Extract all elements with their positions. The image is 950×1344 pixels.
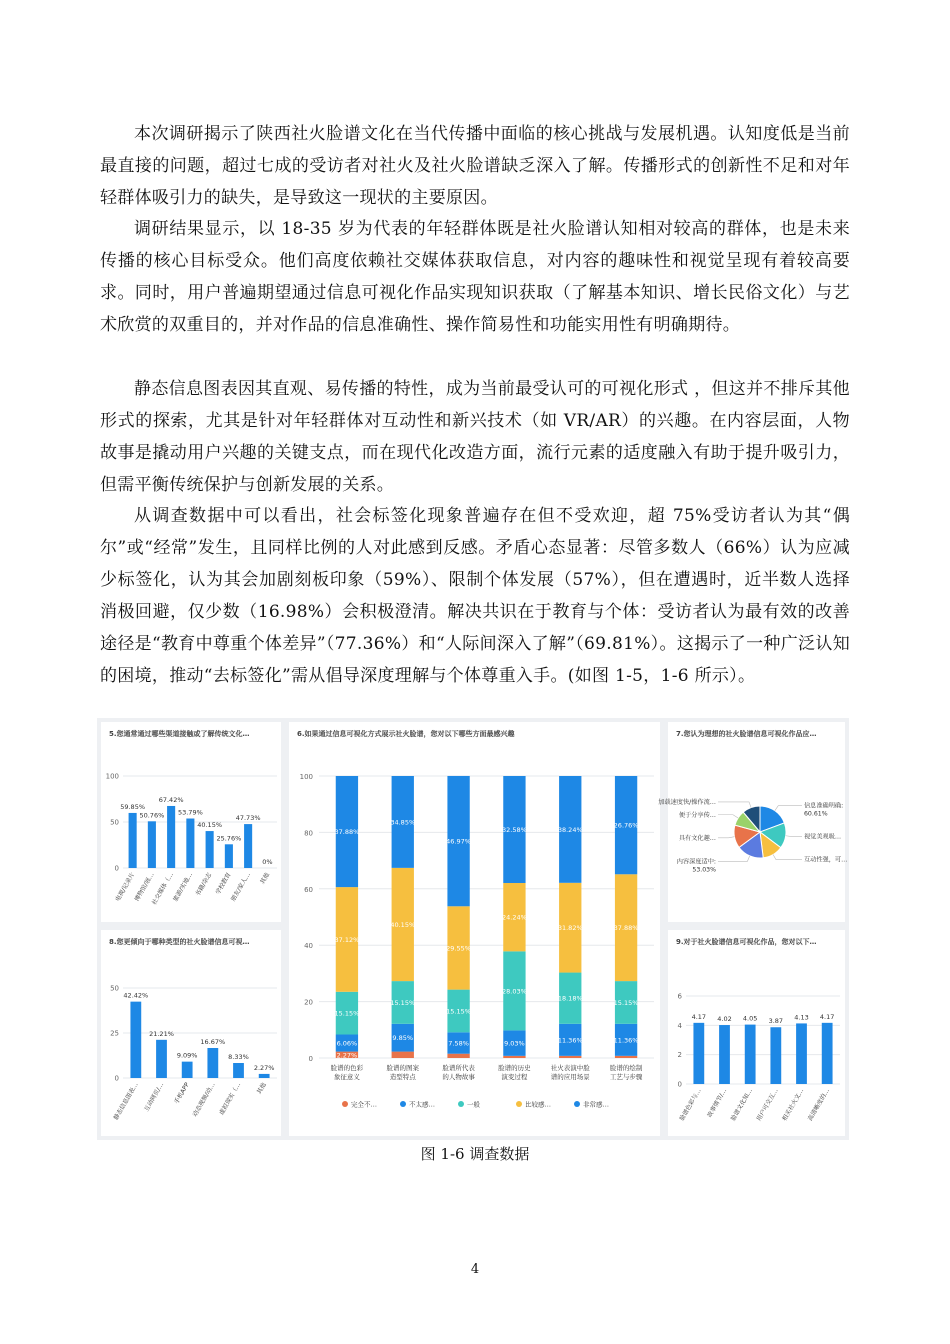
q9-data-label: 4.02 — [717, 1015, 732, 1024]
q6-data-label: 2.27% — [336, 1051, 358, 1060]
q6-data-label: 18.18% — [557, 994, 583, 1003]
q9-data-label: 3.87 — [768, 1017, 784, 1026]
q6-data-label: 37.12% — [334, 935, 360, 944]
chart-title-q5: 5.您通常通过哪些渠道接触或了解传统文化… — [109, 730, 250, 738]
q8-bar — [182, 1062, 193, 1078]
q6-ytick: 0 — [308, 1055, 313, 1063]
q6-xtick: 社火表演中脸 — [550, 1064, 590, 1072]
q8-xtick: 虚拟现实（… — [218, 1081, 243, 1117]
q5-bar — [148, 821, 156, 868]
q5-data-label: 67.42% — [158, 795, 184, 804]
q8-ytick: 50 — [110, 984, 119, 993]
q6-data-label: 34.85% — [390, 818, 416, 827]
q5-bar — [186, 819, 194, 868]
q6-ytick: 100 — [299, 773, 313, 781]
q5-xtick: 旅游/实地… — [172, 871, 195, 903]
q5-xtick: 社交媒体（… — [150, 871, 175, 907]
q9-data-label: 4.17 — [691, 1012, 707, 1021]
q6-data-label: 15.15% — [334, 1009, 360, 1018]
q6-xtick: 脸谱的历史 — [498, 1064, 531, 1072]
q6-legend-label: 比较感… — [525, 1100, 551, 1109]
q6-data-label: 38.24% — [557, 825, 583, 834]
chart-q5 — [101, 722, 281, 922]
chart-title-q7: 7.您认为理想的社火脸谱信息可视化作品应… — [676, 730, 817, 738]
chart-panel-q9 — [668, 930, 845, 1136]
q6-bar-segment — [559, 1056, 581, 1058]
q6-data-label: 15.15% — [390, 998, 416, 1007]
q6-xtick: 脸谱的色彩 — [330, 1064, 364, 1072]
q6-legend-label: 不太感… — [409, 1100, 435, 1109]
q8-xtick: 手机APP — [173, 1081, 191, 1106]
q5-data-label: 25.76% — [216, 834, 242, 843]
q9-data-label: 4.17 — [819, 1012, 835, 1021]
q9-ytick: 2 — [677, 1051, 682, 1060]
q9-bar — [693, 1023, 704, 1084]
q7-leader-line — [786, 836, 802, 837]
q6-data-label: 24.24% — [502, 913, 527, 922]
q6-legend-label: 完全不… — [351, 1100, 377, 1109]
q5-xtick: 博物馆/展… — [133, 871, 156, 903]
q6-bar-segment — [615, 1056, 637, 1058]
q7-leader-line — [718, 815, 738, 818]
q5-ytick: 50 — [110, 818, 119, 827]
q7-slice-label: 互动性强，可… — [804, 856, 848, 864]
q7-slice-value: 60.61% — [804, 810, 828, 818]
q6-xtick: 脸谱的图案 — [386, 1064, 419, 1072]
q9-xtick: 高清晰度的… — [806, 1087, 831, 1123]
q6-ytick: 40 — [304, 942, 313, 951]
q6-data-label: 40.15% — [390, 920, 416, 929]
q6-legend-marker — [400, 1101, 406, 1107]
q8-xtick: 互动网页/… — [143, 1081, 166, 1113]
q6-xtick-line2: 的人物故事 — [442, 1073, 475, 1081]
q9-xtick: 相关社火文… — [781, 1087, 806, 1123]
q6-data-label: 11.36% — [557, 1036, 583, 1045]
q8-data-label: 21.21% — [149, 1029, 174, 1038]
q6-legend-label: 一般 — [467, 1100, 480, 1109]
q8-bar — [130, 1002, 141, 1078]
q8-bar — [233, 1063, 244, 1078]
q5-bar — [244, 824, 252, 868]
q6-xtick-line2: 谱的应用场景 — [550, 1073, 590, 1081]
q6-data-label: 15.15% — [446, 1007, 471, 1016]
q7-slice-label: 便于分享传… — [678, 811, 716, 819]
q6-bar-segment — [447, 1054, 469, 1058]
q9-ytick: 6 — [677, 992, 682, 1001]
q6-data-label: 28.03% — [502, 987, 527, 996]
q5-data-label: 0% — [262, 858, 273, 866]
paragraph-2: 调研结果显示，以 18-35 岁为代表的年轻群体既是社火脸谱认知相对较高的群体，也是未来传播的核心目标受众。他们高度依赖社交媒体获取信息，对内容的趣味性和视觉呈现有着较高要求。同时，用户普遍期望通过信息可视化作品实现知识获取（了解基本知识、增长民俗文化）与艺术欣赏的双重目的，并对作品的信息准确性、操作简易性和功能实用性有明确期待。 — [100, 219, 850, 335]
q8-data-label: 2.27% — [253, 1063, 275, 1072]
q8-data-label: 16.67% — [200, 1037, 226, 1046]
q6-data-label: 15.15% — [613, 998, 639, 1007]
q6-xtick: 脸谱所代表 — [442, 1064, 475, 1072]
q8-data-label: 8.33% — [228, 1053, 249, 1062]
q5-xtick: 朋友/家人… — [229, 871, 252, 903]
q8-bar — [207, 1048, 218, 1078]
q5-xtick: 书籍/杂志 — [194, 871, 214, 898]
q5-xtick: 学校教育 — [214, 871, 233, 896]
q7-slice-label: 加载速度快/操作流… — [658, 798, 716, 806]
q7-slice-label: 信息准确明确: — [804, 802, 844, 810]
q6-data-label: 11.36% — [613, 1036, 639, 1045]
q5-data-label: 50.76% — [139, 811, 165, 820]
chart-q6 — [289, 722, 660, 1136]
q7-leader-line — [775, 806, 802, 811]
paragraph-4: 从调查数据中可以看出，社会标签化现象普遍存在但不受欢迎，超 75%受访者认为其“偶尔”或“经常”发生，且同样比例的人对此感到反感。矛盾心态显著：尽管多数人（66%）认为应减少标签化，认为其会加剧刻板印象（59%）、限制个体发展（57%），但在遭遇时，近半数人选择消极回避，仅少数（16.98%）会积极澄清。解决共识在于教育与个体：受访者认为最有效的改善途径是“教育中尊重个体差异”（77.36%）和“人际间深入了解”（69.81%）。这揭示了一种广泛认知的困境，推动“去标签化”需从倡导深度理解与个体尊重入手。(如图 1-5，1-6 所示）。 — [100, 506, 850, 686]
paragraph-1: 本次调研揭示了陕西社火脸谱文化在当代传播中面临的核心挑战与发展机遇。认知度低是当前最直接的问题，超过七成的受访者对社火及社火脸谱缺乏深入了解。传播形式的创新性不足和对年轻群体吸引力的缺失，是导致这一现状的主要原因。 — [100, 124, 850, 208]
q9-ytick: 4 — [677, 1021, 682, 1030]
q6-data-label: 7.58% — [448, 1039, 469, 1048]
q6-data-label: 29.55% — [446, 944, 471, 953]
q5-data-label: 53.79% — [177, 808, 203, 817]
q9-data-label: 4.13 — [794, 1013, 809, 1022]
paragraph-3: 静态信息图表因其直观、易传播的特性，成为当前最受认可的可视化形式 ，但这并不排斥其他形式的探索，尤其是针对年轻群体对互动性和新兴技术（如 VR/AR）的兴趣。在内容层面，人物故事是撬动用户兴趣的关键支点，而在现代化改造方面，流行元素的适度融入有助于提升吸引力，但需平衡传统保护与创新发展的关系。 — [100, 379, 850, 495]
q8-xtick: 动态视频/动… — [191, 1081, 217, 1118]
q9-bar — [822, 1023, 833, 1084]
q9-bar — [745, 1025, 756, 1084]
q9-xtick: 用户可交互… — [755, 1087, 780, 1123]
q7-slice-label: 具有文化趣… — [678, 834, 716, 842]
q9-xtick: 故事情节/… — [706, 1087, 729, 1119]
q9-bar — [796, 1023, 807, 1084]
q8-bar — [156, 1040, 167, 1078]
q9-xtick: 脸谱色彩与… — [678, 1087, 703, 1123]
q6-legend-marker — [574, 1101, 580, 1107]
q9-ytick: 0 — [677, 1080, 682, 1089]
q6-legend-label: 非常感… — [583, 1100, 609, 1109]
q6-legend-marker — [342, 1101, 348, 1107]
chart-q7 — [658, 722, 848, 922]
q6-xtick-line2: 象征意义 — [333, 1073, 360, 1081]
chart-title-q8: 8.您更倾向于哪种类型的社火脸谱信息可视… — [109, 938, 250, 946]
q7-leader-line — [718, 837, 734, 838]
q6-data-label: 31.82% — [557, 924, 583, 933]
q5-ytick: 100 — [105, 772, 119, 781]
q6-legend-marker — [458, 1101, 464, 1107]
q6-data-label: 9.85% — [392, 1034, 414, 1043]
chart-q8 — [101, 930, 281, 1136]
chart-panel-q6 — [289, 722, 660, 1136]
q8-xtick: 其他 — [255, 1081, 268, 1096]
q9-bar — [770, 1027, 781, 1084]
q6-xtick-line2: 演变过程 — [501, 1073, 528, 1081]
q6-ytick: 80 — [304, 829, 313, 838]
q5-data-label: 47.73% — [235, 814, 261, 823]
chart-q9 — [668, 930, 845, 1136]
q6-data-label: 37.88% — [334, 828, 360, 837]
q7-slice-label: 内容深度适中: — [676, 858, 716, 866]
q8-xtick: 静态信息图表… — [112, 1081, 140, 1122]
q6-data-label: 6.06% — [336, 1039, 358, 1048]
q8-ytick: 25 — [110, 1029, 119, 1038]
chart-panel-q7 — [658, 722, 848, 922]
q5-bar — [129, 813, 137, 868]
chart-panel-q5 — [101, 722, 281, 922]
q5-bar — [167, 806, 175, 868]
q6-legend-marker — [516, 1101, 522, 1107]
q6-xtick-line2: 造型特点 — [389, 1073, 416, 1081]
q6-data-label: 46.97% — [446, 837, 471, 846]
survey-figure — [97, 718, 849, 1140]
q9-xtick: 脸谱文化知… — [729, 1087, 754, 1123]
chart-title-q6: 6.如果通过信息可视化方式展示社火脸谱，您对以下哪些方面最感兴趣 — [297, 730, 515, 738]
q5-xtick: 电视/记录片 — [114, 871, 137, 903]
q7-leader-line — [718, 802, 751, 808]
q5-data-label: 59.85% — [120, 802, 146, 811]
q6-xtick-line2: 工艺与步骤 — [609, 1073, 643, 1081]
q5-xtick: 其他 — [259, 871, 272, 886]
q9-bar — [719, 1025, 730, 1084]
chart-title-q9: 9.对于社火脸谱信息可视化作品，您对以下… — [676, 938, 817, 946]
q7-leader-line — [718, 856, 750, 862]
q8-bar — [259, 1074, 270, 1078]
q6-bar-segment — [392, 1052, 414, 1058]
q6-data-label: 32.58% — [502, 825, 527, 834]
q6-xtick: 脸谱的绘制 — [609, 1064, 643, 1072]
q6-data-label: 37.88% — [613, 924, 639, 933]
q6-ytick: 20 — [304, 998, 313, 1007]
q6-data-label: 26.76% — [613, 821, 639, 830]
q6-bar-segment — [503, 1056, 525, 1058]
page-number: 4 — [470, 1262, 480, 1277]
q5-bar — [206, 831, 214, 868]
q5-bar — [225, 844, 233, 868]
chart-panel-q8 — [101, 930, 281, 1136]
q9-data-label: 4.05 — [742, 1014, 758, 1023]
q5-data-label: 40.15% — [197, 821, 223, 830]
q7-leader-line — [773, 854, 802, 859]
figure-caption: 图 1-6 调查数据 — [420, 1145, 530, 1163]
q7-slice-value: 53.03% — [692, 866, 716, 874]
q5-ytick: 0 — [114, 864, 119, 873]
q6-data-label: 9.03% — [504, 1039, 525, 1048]
q7-slice-label: 视觉美观吸… — [804, 833, 842, 841]
q6-ytick: 60 — [304, 885, 313, 894]
q8-data-label: 42.42% — [123, 991, 149, 1000]
q8-data-label: 9.09% — [176, 1051, 198, 1060]
q8-ytick: 0 — [114, 1074, 119, 1083]
